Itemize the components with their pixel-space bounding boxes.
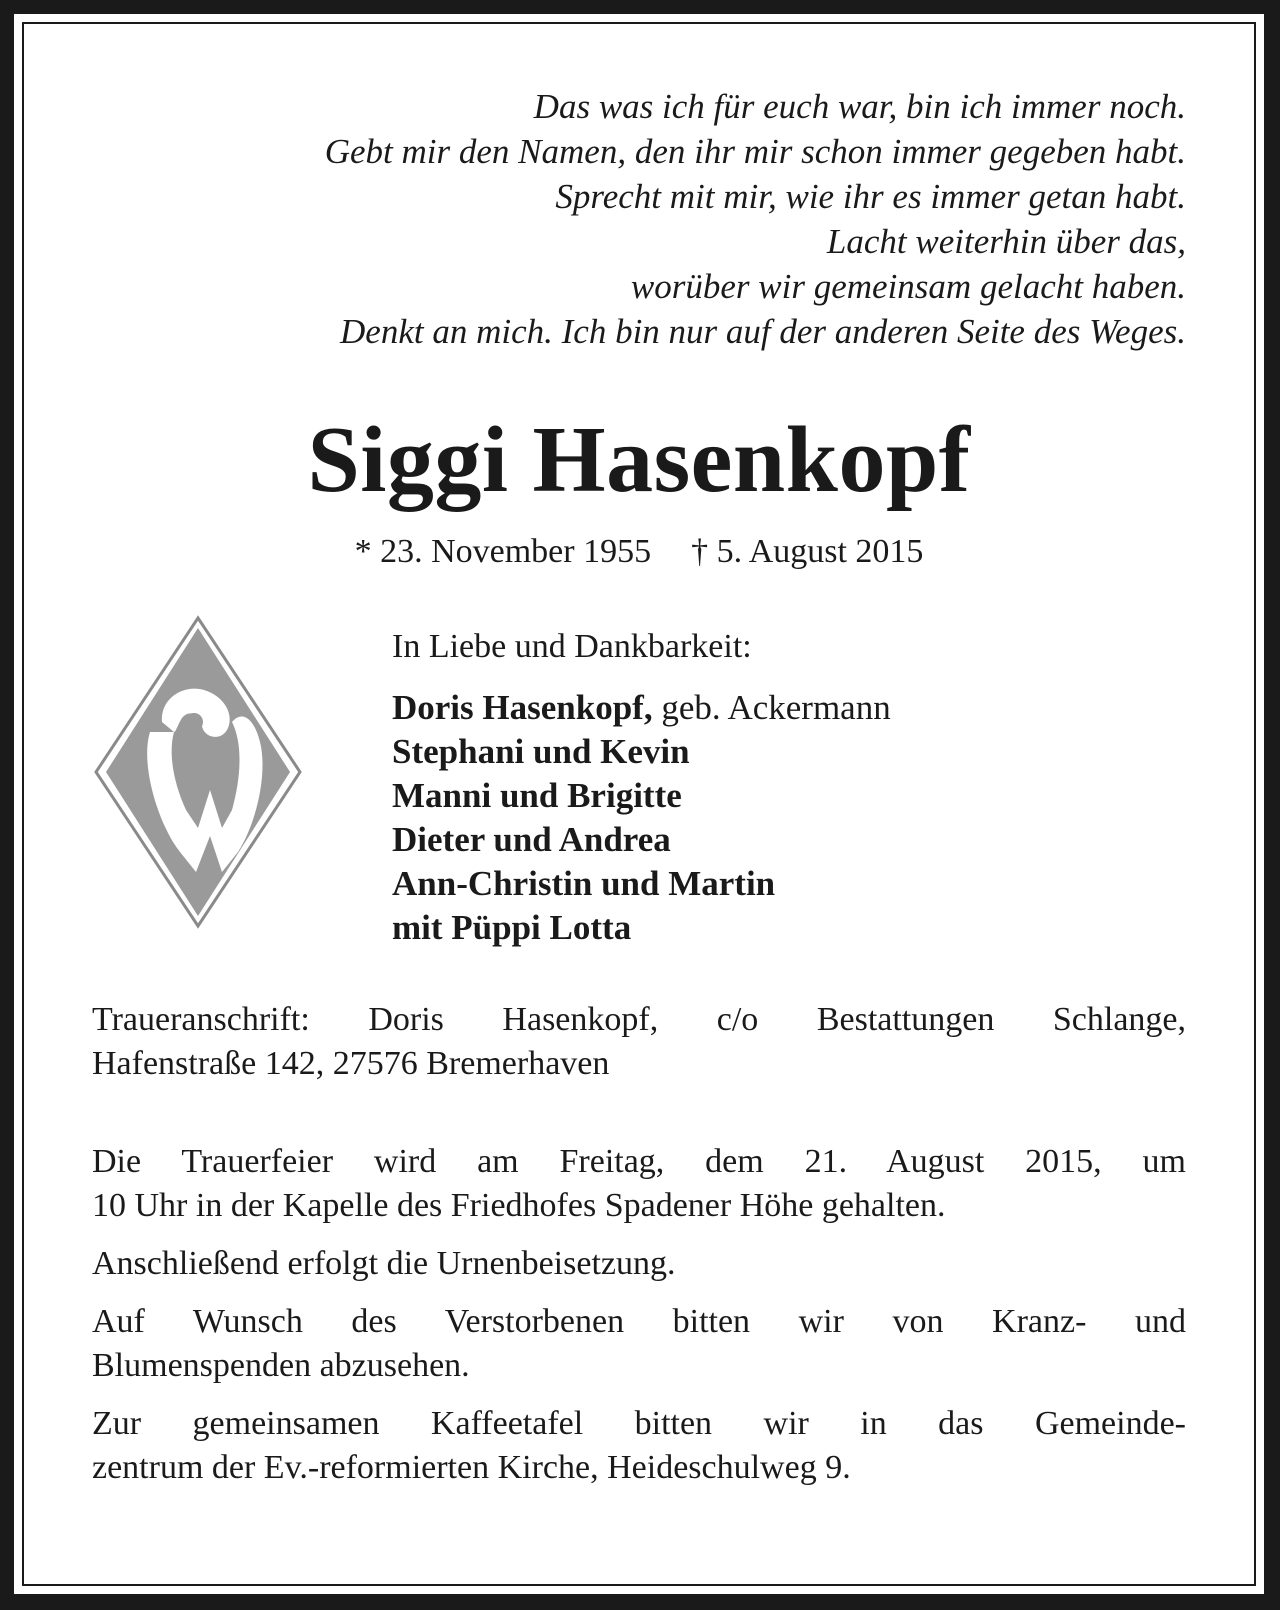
funeral-service-info [92,1140,1186,1228]
service-line: Die Trauerfeier wird am Freitag, dem 21. August 2015, um [92,1143,1186,1180]
family-member-name: Doris Hasenkopf, [392,688,653,727]
poem-line: Sprecht mit mir, wie ihr es immer getan habt. [555,177,1186,216]
poem-line: Das was ich für euch war, bin ich immer noch. [533,87,1186,126]
obituary-content [92,84,1186,1490]
flowers-line: Blumenspenden abzusehen. [92,1347,470,1384]
life-dates [92,532,1186,572]
coffee-line: Zur gemeinsamen Kaffeetafel bitten wir in das Gemeinde- [92,1405,1186,1442]
poem-line: Denkt an mich. Ich bin nur auf der anderen Seite des Weges. [340,312,1186,351]
coffee-invitation [92,1402,1186,1490]
family-list [392,614,1152,950]
poem-line: Lacht weiterhin über das, [826,222,1186,261]
family-member [392,862,1152,906]
flowers-line: Auf Wunsch des Verstorbenen bitten wir von Kranz- und [92,1303,1186,1340]
obituary-page [14,14,1264,1594]
flowers-request [92,1300,1186,1388]
mourning-address [92,998,1186,1086]
poem-line: Gebt mir den Namen, den ihr mir schon immer gegeben habt. [324,132,1186,171]
family-member [392,686,1152,730]
family-member-name: Ann-Christin und Martin [392,864,776,903]
poem-line: worüber wir gemeinsam gelacht haben. [630,267,1186,306]
family-member [392,774,1152,818]
deceased-name: Siggi Hasenkopf [307,408,971,512]
werder-diamond-emblem-icon [92,614,304,930]
family-members [392,686,1152,950]
death-date: † 5. August 2015 [691,533,924,570]
family-member-name: Manni und Brigitte [392,776,682,815]
family-member [392,818,1152,862]
poem [92,84,1186,354]
coffee-line: zentrum der Ev.-reformierten Kirche, Heideschulweg 9. [92,1449,851,1486]
family-member [392,906,1152,950]
address-line: Traueranschrift: Doris Hasenkopf, c/o Bestattungen Schlange, [92,1001,1186,1038]
address-line: Hafenstraße 142, 27576 Bremerhaven [92,1045,610,1082]
family-block [92,614,1186,964]
birth-date: * 23. November 1955 [354,533,652,570]
burial-info: Anschließend erfolgt die Urnenbeisetzung. [92,1245,676,1282]
family-member-name: Stephani und Kevin [392,732,690,771]
family-member-name: mit Püppi Lotta [392,908,632,947]
family-intro: In Liebe und Dankbarkeit: [392,628,752,665]
service-line: 10 Uhr in der Kapelle des Friedhofes Spadener Höhe gehalten. [92,1187,946,1224]
family-member-name: Dieter und Andrea [392,820,671,859]
family-member [392,730,1152,774]
family-member-suffix: geb. Ackermann [652,688,891,727]
